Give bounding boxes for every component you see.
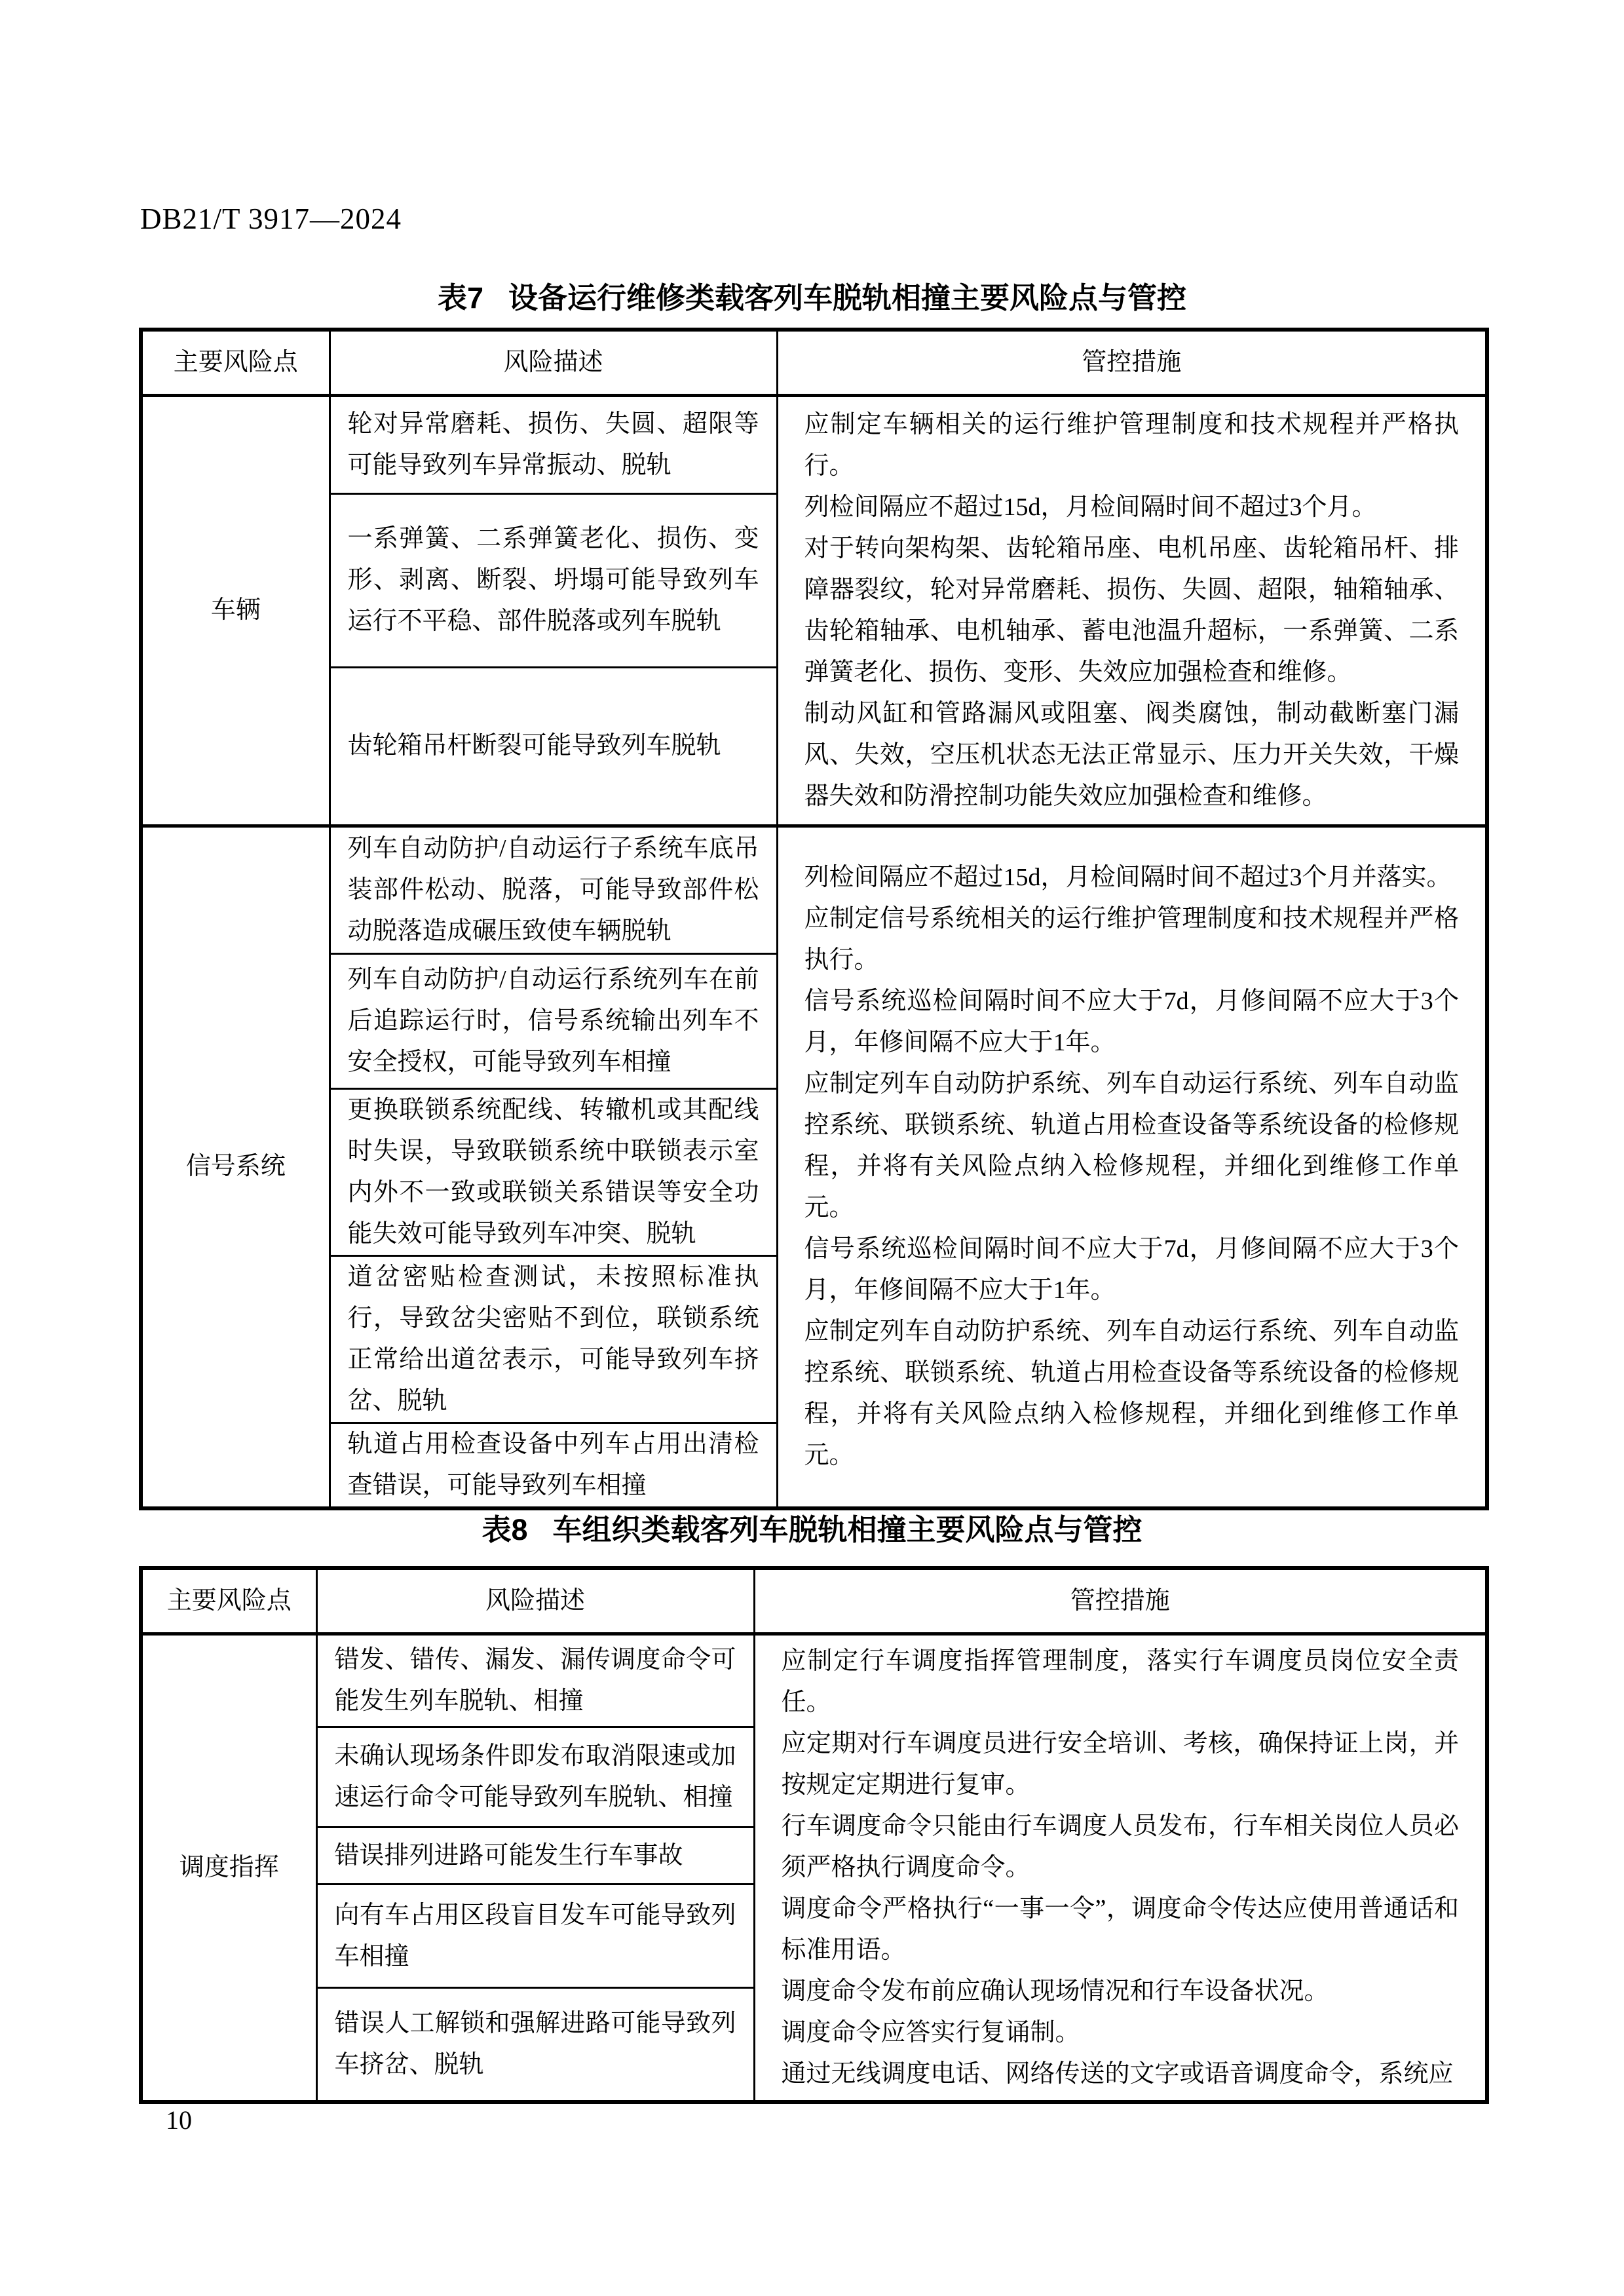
measure-paragraph: 行车调度命令只能由行车调度人员发布，行车相关岗位人员必须严格执行调度命令。 [781, 1812, 1459, 1881]
measure-paragraph: 应制定列车自动防护系统、列车自动运行系统、列车自动监控系统、联锁系统、轨道占用检查设备等系统设备的检修规程，并将有关风险点纳入检修规程，并细化到维修工作单元。 [804, 1070, 1459, 1221]
measure-paragraph: 列检间隔应不超过15d，月检间隔时间不超过3个月。 [804, 493, 1377, 521]
t7-group-vehicle-label: 车辆 [141, 395, 330, 826]
t7-signal-risk-3: 更换联锁系统配线、转辙机或其配线时失误，导致联锁系统中联锁表示室内外不一致或联锁关系错误等安全功能失效可能导致列车冲突、脱轨 [330, 1088, 777, 1255]
t8-dispatch-risk-2: 未确认现场条件即发布取消限速或加速运行命令可能导致列车脱轨、相撞 [316, 1727, 754, 1827]
t8-header-measures: 管控措施 [754, 1568, 1487, 1634]
document-code: DB21/T 3917—2024 [140, 202, 402, 235]
t7-signal-risk-5: 轨道占用检查设备中列车占用出清检查错误，可能导致列车相撞 [330, 1423, 777, 1508]
t7-header-risk-point: 主要风险点 [141, 330, 330, 395]
measure-paragraph: 制动风缸和管路漏风或阻塞、阀类腐蚀，制动截断塞门漏风、失效，空压机状态无法正常显示、压力开关失效，干燥器失效和防滑控制功能失效应加强检查和维修。 [804, 699, 1459, 810]
table8-caption-label: 表8 [482, 1513, 528, 1546]
t7-vehicle-risk-1: 轮对异常磨耗、损伤、失圆、超限等可能导致列车异常振动、脱轨 [330, 395, 777, 493]
measure-paragraph: 对于转向架构架、齿轮箱吊座、电机吊座、齿轮箱吊杆、排障器裂纹，轮对异常磨耗、损伤、失圆、超限，轴箱轴承、齿轮箱轴承、电机轴承、蓄电池温升超标，一系弹簧、二系弹簧老化、损伤、变形、失效应加强检查和维修。 [804, 534, 1459, 686]
t7-signal-risk-2: 列车自动防护/自动运行系统列车在前后追踪运行时，信号系统输出列车不安全授权，可能导致列车相撞 [330, 953, 777, 1088]
page-number: 10 [166, 2105, 192, 2135]
measure-paragraph: 应制定列车自动防护系统、列车自动运行系统、列车自动监控系统、联锁系统、轨道占用检查设备等系统设备的检修规程，并将有关风险点纳入检修规程，并细化到维修工作单元。 [804, 1318, 1459, 1469]
table8 [139, 1566, 1489, 2104]
table7-caption-label: 表7 [437, 281, 483, 315]
t7-vehicle-measures [777, 395, 1487, 826]
t7-group-signal-label: 信号系统 [141, 826, 330, 1508]
table8-caption [139, 1506, 1485, 1548]
t8-dispatch-risk-5: 错误人工解锁和强解进路可能导致列车挤岔、脱轨 [316, 1988, 754, 2102]
t7-signal-risk-1: 列车自动防护/自动运行子系统车底吊装部件松动、脱落，可能导致部件松动脱落造成碾压致使车辆脱轨 [330, 826, 777, 953]
table7-caption [139, 274, 1485, 316]
t8-dispatch-risk-4: 向有车占用区段盲目发车可能导致列车相撞 [316, 1885, 754, 1988]
measure-paragraph: 调度命令严格执行“一事一令”，调度命令传达应使用普通话和标准用语。 [781, 1894, 1459, 1964]
measure-paragraph: 信号系统巡检间隔时间不应大于7d，月修间隔不应大于3个月，年修间隔不应大于1年。 [804, 1235, 1459, 1304]
t7-vehicle-risk-2: 一系弹簧、二系弹簧老化、损伤、变形、剥离、断裂、坍塌可能导致列车运行不平稳、部件脱落或列车脱轨 [330, 493, 777, 667]
measure-paragraph: 列检间隔应不超过15d，月检间隔时间不超过3个月并落实。 [804, 864, 1452, 891]
measure-paragraph: 调度命令应答实行复诵制。 [781, 2018, 1080, 2046]
t7-header-measures: 管控措施 [777, 330, 1487, 395]
measure-paragraph: 通过无线调度电话、网络传送的文字或语音调度命令，系统应 [781, 2059, 1454, 2088]
t8-dispatch-measures [754, 1634, 1487, 2102]
measure-paragraph: 调度命令发布前应确认现场情况和行车设备状况。 [781, 1977, 1329, 2005]
measure-paragraph: 应制定信号系统相关的运行维护管理制度和技术规程并严格执行。 [804, 905, 1459, 974]
measure-paragraph: 应定期对行车调度员进行安全培训、考核，确保持证上岗，并按规定定期进行复审。 [781, 1729, 1459, 1799]
measure-paragraph: 信号系统巡检间隔时间不应大于7d，月修间隔不应大于3个月，年修间隔不应大于1年。 [804, 987, 1459, 1056]
t8-header-risk-desc: 风险描述 [316, 1568, 754, 1634]
table7-caption-title: 设备运行维修类载客列车脱轨相撞主要风险点与管控 [508, 281, 1187, 315]
t7-header-risk-desc: 风险描述 [330, 330, 777, 395]
t8-header-risk-point: 主要风险点 [141, 1568, 316, 1634]
t7-signal-measures [777, 826, 1487, 1508]
t7-signal-risk-4: 道岔密贴检查测试，未按照标准执行，导致岔尖密贴不到位，联锁系统正常给出道岔表示，可能导致列车挤岔、脱轨 [330, 1255, 777, 1423]
t8-dispatch-risk-3: 错误排列进路可能发生行车事故 [316, 1827, 754, 1885]
measure-paragraph: 应制定车辆相关的运行维护管理制度和技术规程并严格执行。 [804, 410, 1459, 480]
table8-caption-title: 车组织类载客列车脱轨相撞主要风险点与管控 [552, 1513, 1142, 1546]
measure-paragraph: 应制定行车调度指挥管理制度，落实行车调度员岗位安全责任。 [781, 1647, 1459, 1716]
t8-dispatch-risk-1: 错发、错传、漏发、漏传调度命令可能发生列车脱轨、相撞 [316, 1634, 754, 1727]
t8-group-dispatch-label: 调度指挥 [141, 1634, 316, 2102]
t7-vehicle-risk-3: 齿轮箱吊杆断裂可能导致列车脱轨 [330, 667, 777, 826]
table7 [139, 328, 1489, 1510]
